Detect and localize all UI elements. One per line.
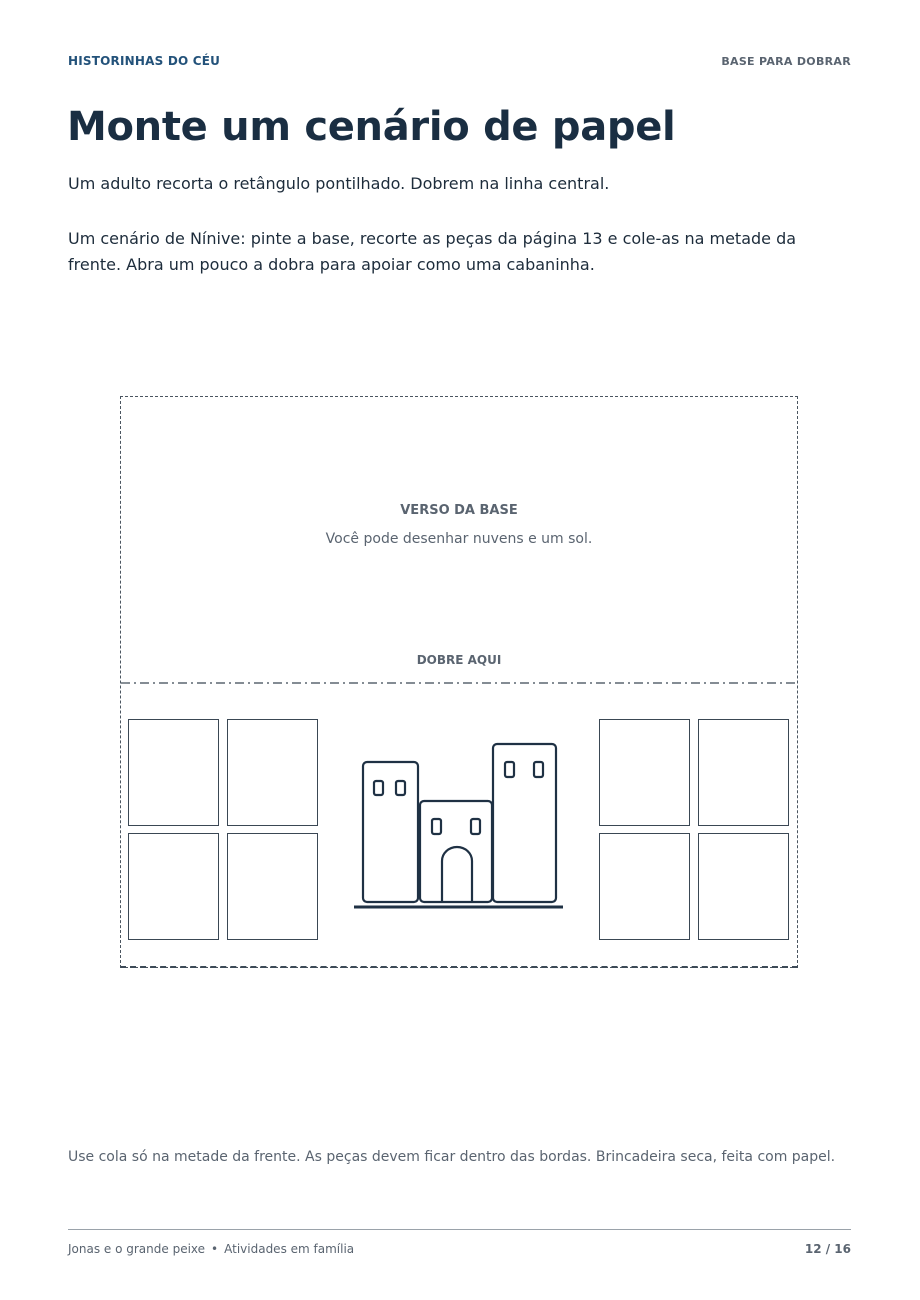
fold-label: DOBRE AQUI xyxy=(416,653,502,667)
section-label: BASE PARA DOBRAR xyxy=(721,55,851,68)
footer-section: Atividades em família xyxy=(224,1242,355,1256)
page-number: 12 / 16 xyxy=(804,1242,851,1256)
safety-notice: Use cola só na metade da frente. As peças devem ficar dentro das bordas. Brincadeira seca, feita com papel. xyxy=(68,1149,836,1165)
back-half-label: VERSO DA BASE xyxy=(400,503,518,518)
piece-slot xyxy=(698,719,789,826)
instruction-scene: Um cenário de Nínive: pinte a base, recorte as peças da página 13 e cole-as na metade da frente. Abra um pouco a dobra para apoiar como uma cabaninha. xyxy=(68,229,797,274)
piece-slot xyxy=(698,833,789,940)
piece-slot xyxy=(227,719,318,826)
page-title: Monte um cenário de papel xyxy=(67,104,676,150)
footer-separator: • xyxy=(211,1242,219,1256)
footer-divider xyxy=(68,1229,851,1230)
series-title: HISTORINHAS DO CÉU xyxy=(68,54,221,68)
piece-slot xyxy=(599,833,690,940)
back-half-note: Você pode desenhar nuvens e um sol. xyxy=(325,531,593,547)
fold-line xyxy=(121,681,797,685)
piece-slot xyxy=(128,719,219,826)
piece-slot xyxy=(227,833,318,940)
piece-slot xyxy=(128,833,219,940)
footer-info xyxy=(68,1242,354,1256)
footer-book-title: Jonas e o grande peixe xyxy=(68,1242,206,1256)
city-buildings-icon xyxy=(351,741,566,913)
cut-rectangle xyxy=(120,396,798,968)
cut-line-bottom xyxy=(120,966,798,968)
piece-slot xyxy=(599,719,690,826)
instruction-cut: Um adulto recorta o retângulo pontilhado. Dobrem na linha central. xyxy=(68,174,610,193)
